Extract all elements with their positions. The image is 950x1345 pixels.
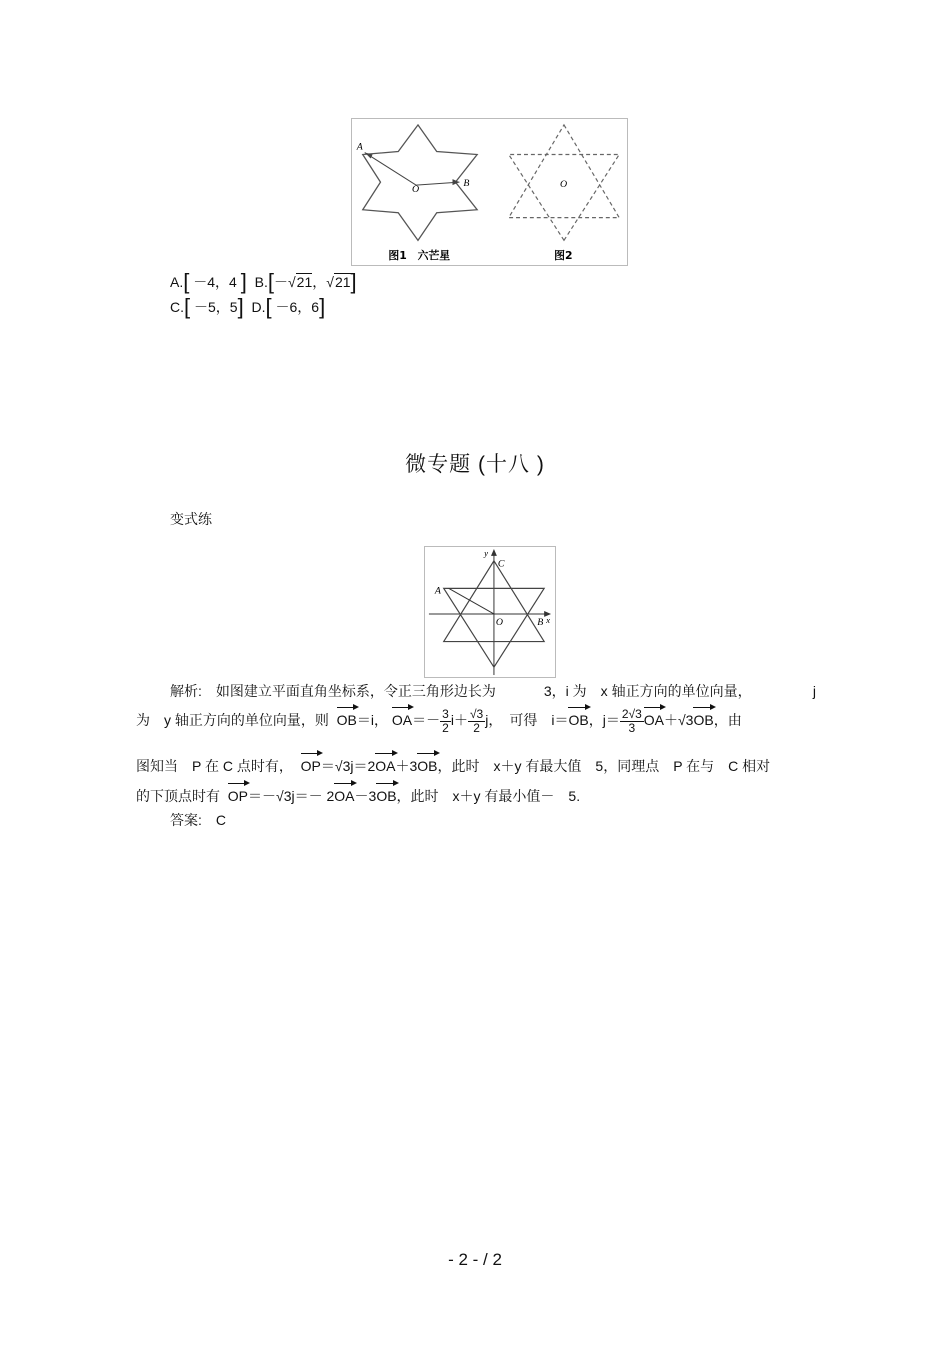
caption-fig1: 图1 六芒星 (388, 249, 451, 263)
solution-text: ，此时 x＋y 有最大值 5，同理点 P 在与 C 相对 (437, 758, 771, 774)
dashed-triangle-down (509, 155, 619, 241)
solution-text: i＋ (450, 712, 468, 729)
label-B: B (537, 616, 544, 628)
options-row-1: A.[ －4，4 ] B.[－√21，√21] (170, 269, 357, 294)
solution-text: j (812, 683, 816, 699)
solution-text: ，此时 x＋y 有最小值－ 5. (396, 788, 581, 804)
label-O2: O (560, 179, 568, 191)
option-b-neg: － (273, 274, 288, 290)
label-O: O (412, 184, 420, 195)
page-number: - 2 - / 2 (448, 1250, 502, 1269)
solution-text: ，j＝ (588, 712, 620, 729)
solution-text: ＋3 (395, 758, 418, 774)
vector-OP: OP (300, 758, 321, 774)
fraction: $\frac{√3}{2}$ (469, 707, 484, 735)
solution-line-3 (136, 756, 816, 776)
solution-text: 解析: 如图建立平面直角坐标系，令正三角形边长为 (170, 683, 496, 699)
option-b-rad2: 21 (334, 274, 351, 290)
option-d-prefix: D. (251, 299, 266, 315)
vector-OP: OP (227, 788, 249, 804)
solution-text: ＋√3 (664, 712, 694, 729)
solution-line-2 (136, 708, 816, 735)
option-c-value: －5，5 (194, 299, 238, 315)
option-b-comma: ， (312, 274, 327, 290)
solution-text: 的下顶点时有 (136, 788, 220, 804)
option-c-prefix: C. (170, 299, 184, 315)
vector-OA: OA (334, 788, 355, 804)
vector-OB: OB (336, 712, 357, 729)
vector-OB: OB (693, 712, 714, 729)
option-a-value: －4，4 (193, 274, 237, 290)
fraction: $\frac{3}{2}$ (442, 707, 449, 735)
vector-OA: OA (375, 758, 396, 774)
options-row-2: C.[ －5，5] D.[ －6，6] (170, 294, 326, 319)
vector-OB: OB (568, 712, 589, 729)
solution-text: 为 y 轴正方向的单位向量，则 (136, 712, 329, 729)
vector-OB: OB (376, 788, 397, 804)
solution-text: －3 (354, 788, 377, 804)
hexagram-figure (351, 118, 628, 266)
label-B: B (463, 178, 470, 190)
solution-text: ＝i， (356, 712, 389, 729)
section-title: 微专题 (十八 ) (405, 453, 545, 476)
option-d-value: －6，6 (275, 299, 320, 315)
vector-OA: OA (643, 712, 664, 729)
label-A: A (434, 585, 441, 597)
vector-OB: OB (417, 758, 438, 774)
sqrt-icon: √ (287, 274, 296, 290)
solution-text: ＝√3j＝2 (320, 758, 376, 774)
solution-text: j， 可得 i＝ (485, 712, 569, 729)
solution-text: ＝－√3j＝－ 2 (248, 788, 335, 804)
subheading: 变式练 (170, 511, 212, 527)
coordinate-figure (424, 546, 556, 678)
solution-text: 3，i 为 x 轴正方向的单位向量， (543, 683, 752, 699)
coordinate-diagram (425, 547, 555, 677)
arrow-head-B (453, 179, 460, 185)
label-C: C (497, 558, 505, 570)
solution-line-4 (136, 786, 816, 806)
label-x: x (546, 614, 551, 625)
caption-fig2: 图2 (554, 249, 573, 263)
dashed-triangle-up (509, 125, 619, 218)
vector-OA: OA (391, 712, 413, 729)
fraction: $\frac{2√3}{3}$ (621, 707, 642, 735)
solution-line-1 (136, 681, 816, 701)
label-A: A (356, 141, 363, 153)
solution-text: 图知当 P 在 C 点时有， (136, 758, 293, 774)
option-b-prefix: B. (254, 274, 268, 290)
y-axis-arrow-icon (491, 549, 497, 556)
option-a-prefix: A. (170, 274, 184, 290)
vector-OA (449, 588, 494, 614)
star-outline (363, 125, 477, 240)
label-y: y (484, 547, 489, 558)
solution-text: ，由 (713, 712, 742, 729)
solution-text: ＝－ (412, 712, 441, 729)
sqrt-icon: √ (326, 274, 334, 290)
option-b-rad1: 21 (296, 274, 313, 290)
label-O: O (495, 616, 504, 628)
answer: 答案: C (170, 812, 226, 828)
hexagram-diagram (352, 119, 627, 265)
